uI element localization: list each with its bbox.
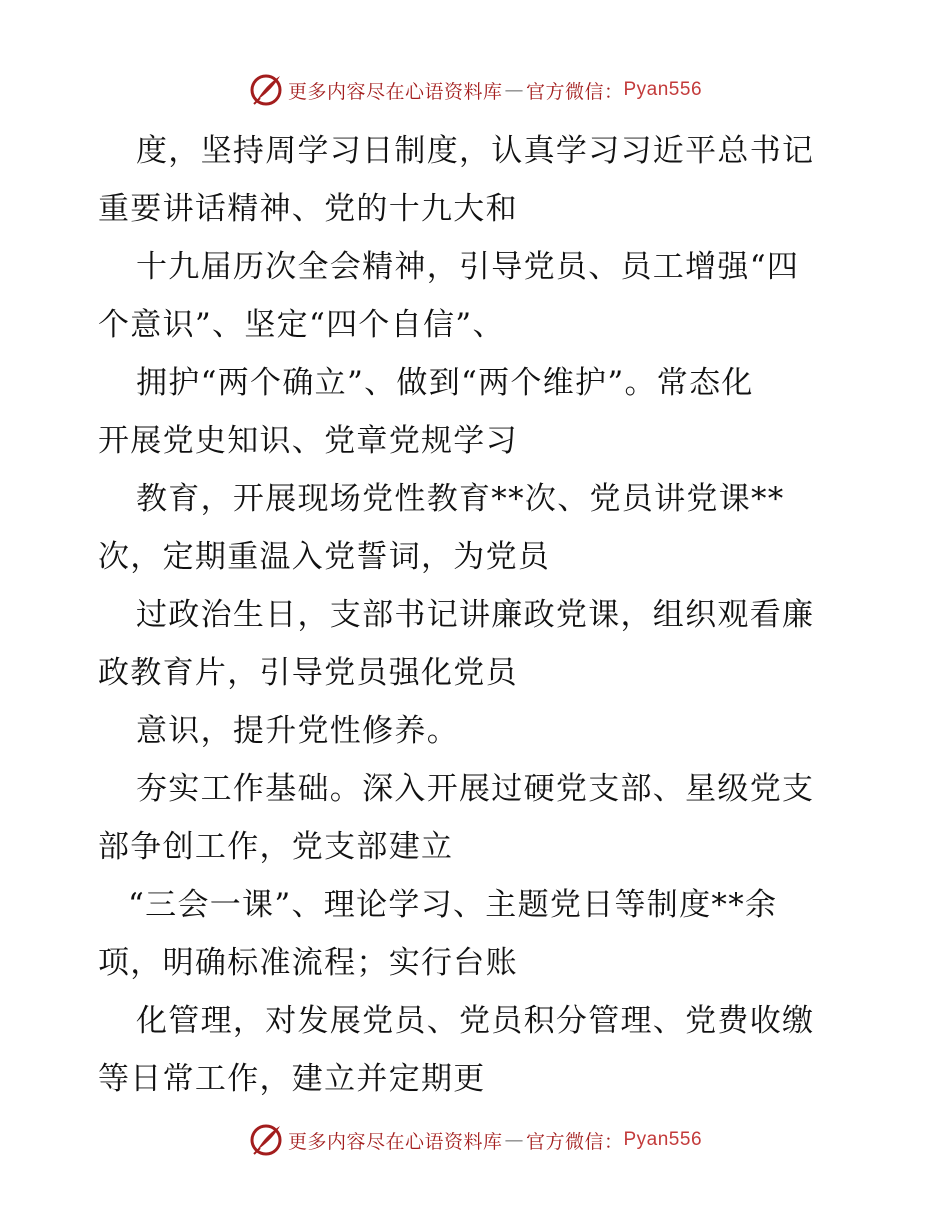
document-body: [98, 122, 858, 1108]
text-line: 过政治生日，支部书记讲廉政党课，组织观看廉: [136, 597, 815, 633]
text-line: 重要讲话精神、党的十九大和: [98, 191, 518, 227]
text-line: 度，坚持周学习日制度，认真学习习近平总书记: [136, 133, 815, 169]
text-line: 夯实工作基础。深入开展过硬党支部、星级党支: [136, 771, 815, 807]
quill-circle-logo-icon: [248, 72, 284, 108]
header-watermark: [0, 70, 950, 110]
text-line: 次，定期重温入党誓词，为党员: [98, 539, 551, 575]
text-line: 化管理，对发展党员、党员积分管理、党费收缴: [136, 1003, 815, 1039]
text-line: 教育，开展现场党性教育**次、党员讲党课**: [136, 481, 785, 517]
footer-watermark: [0, 1120, 950, 1160]
watermark-official-label: 官方微信：: [525, 1130, 624, 1153]
text-line: 项，明确标准流程；实行台账: [98, 945, 518, 981]
text-line: 十九届历次全会精神，引导党员、员工增强“四: [136, 249, 800, 285]
text-line: 开展党史知识、党章党规学习: [98, 423, 518, 459]
watermark-dash: —: [504, 1129, 524, 1151]
watermark-dash: —: [504, 79, 524, 101]
text-line: 意识，提升党性修养。: [136, 713, 459, 749]
text-line: 部争创工作，党支部建立: [98, 829, 454, 865]
quill-circle-logo-icon: [248, 1122, 284, 1158]
text-line: 拥护“两个确立”、做到“两个维护”。常态化: [136, 365, 754, 401]
watermark-brand: 更多内容尽在心语资料库: [287, 1130, 503, 1153]
text-line: “三会一课”、理论学习、主题党日等制度**余: [128, 887, 778, 923]
watermark-brand: 更多内容尽在心语资料库: [287, 80, 503, 103]
watermark-wechat-id: Pyan556: [623, 1129, 703, 1150]
text-line: 政教育片，引导党员强化党员: [98, 655, 518, 691]
watermark-official-label: 官方微信：: [525, 80, 624, 103]
text-line: 个意识”、坚定“四个自信”、: [98, 307, 505, 343]
text-line: 等日常工作，建立并定期更: [98, 1061, 486, 1097]
watermark-wechat-id: Pyan556: [623, 79, 703, 100]
